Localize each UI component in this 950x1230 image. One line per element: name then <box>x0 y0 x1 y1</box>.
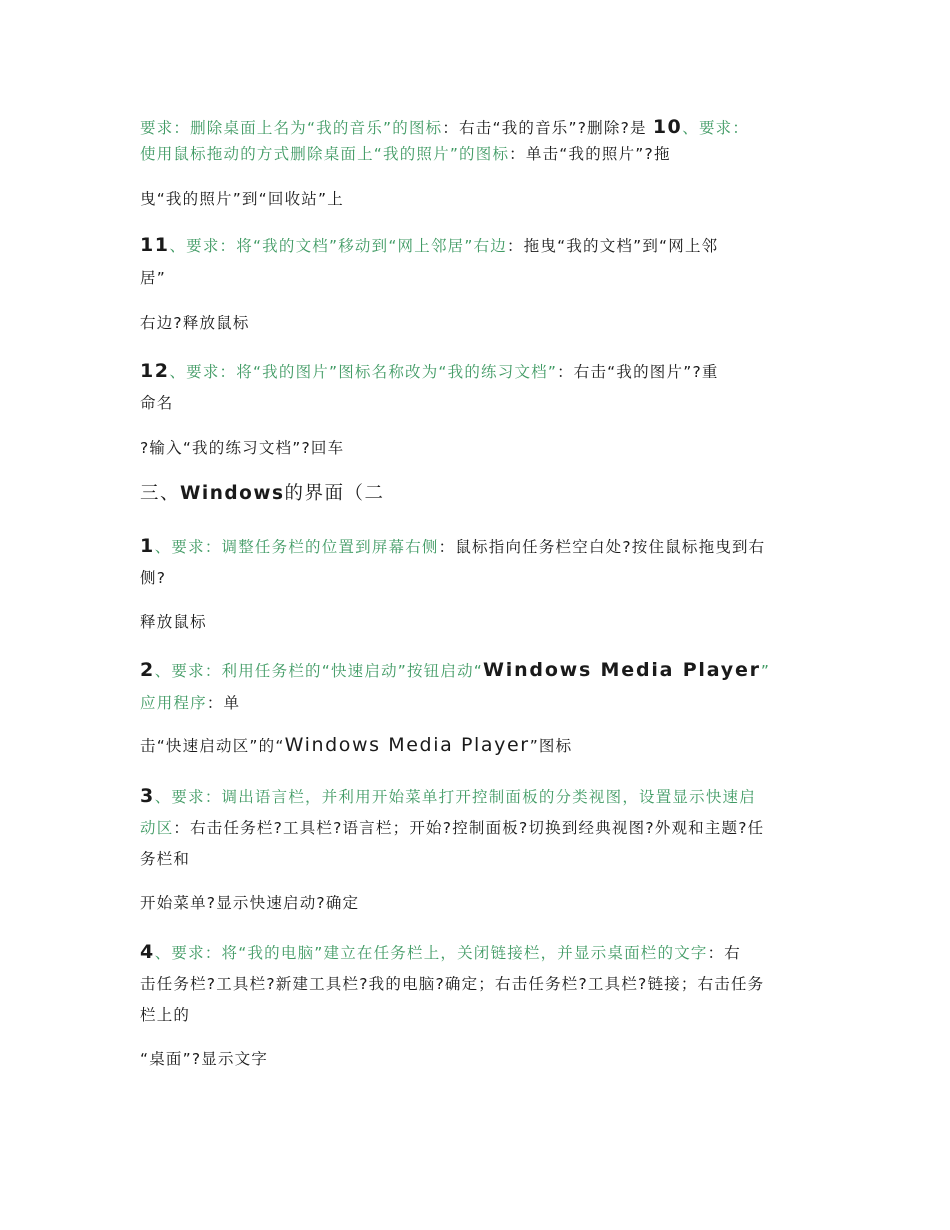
answer-text: 栏上的 <box>140 1006 191 1024</box>
app-name: Windows Media Player <box>483 659 761 681</box>
line-delete-music <box>140 117 820 138</box>
answer-text: ：右 <box>707 944 742 962</box>
item-number: 3 <box>140 785 155 807</box>
line-item-3-end <box>140 893 820 913</box>
item-number: 12 <box>140 360 170 382</box>
answer-text: ：鼠标指向任务栏空白处?按住鼠标拖曳到右 <box>438 538 766 556</box>
item-number: 11 <box>140 234 170 256</box>
item-number: 1 <box>140 535 155 557</box>
requirement-text: 要求：删除桌面上名为“我的音乐”的图标 <box>140 119 443 137</box>
line-item-4 <box>140 942 820 963</box>
line-item-3-cont <box>140 818 820 838</box>
requirement-text: 、要求： <box>682 119 750 137</box>
line-drag-recycle <box>140 189 820 209</box>
answer-text: 侧? <box>140 569 167 587</box>
answer-text: 务栏和 <box>140 850 191 868</box>
line-item-2-cont <box>140 693 820 713</box>
requirement-text: 、要求：将“我的图片”图标名称改为“我的练习文档” <box>169 363 558 381</box>
line-item-12-cont <box>140 393 820 413</box>
requirement-text: ” <box>760 662 771 680</box>
line-item-4-cont2 <box>140 1005 820 1025</box>
line-item-2 <box>140 660 820 681</box>
requirement-text: 使用鼠标拖动的方式删除桌面上“我的照片”的图标 <box>140 145 510 163</box>
line-item-12 <box>140 361 820 382</box>
requirement-text: 、要求：将“我的文档”移动到“网上邻居”右边 <box>169 237 507 255</box>
requirement-text: 动区 <box>140 819 174 837</box>
line-item-2-end <box>140 735 820 756</box>
answer-text: “桌面”?显示文字 <box>140 1050 269 1068</box>
requirement-text: 、要求：将“我的电脑”建立在任务栏上，关闭链接栏，并显示桌面栏的文字 <box>154 944 708 962</box>
item-number: 10 <box>652 116 683 138</box>
answer-text: ：右击“我的图片”?重 <box>557 363 719 381</box>
line-item-11 <box>140 235 820 256</box>
answer-text: ：单击“我的照片”?拖 <box>509 145 671 163</box>
answer-text: 击任务栏?工具栏?新建工具栏?我的电脑?确定；右击任务栏?工具栏?链接；右击任务 <box>140 975 765 993</box>
line-item-4-end <box>140 1049 820 1069</box>
item-number: 4 <box>140 941 155 963</box>
answer-text: 开始菜单?显示快速启动?确定 <box>140 894 360 912</box>
section-heading <box>140 484 820 504</box>
answer-text: ?输入“我的练习文档”?回车 <box>140 439 345 457</box>
answer-text: 居” <box>140 269 166 287</box>
requirement-text: 应用程序 <box>140 694 207 712</box>
line-delete-photos <box>140 144 820 164</box>
answer-text: 击“快速启动区”的“ <box>140 737 285 755</box>
answer-text: 曳“我的照片”到“回收站”上 <box>140 190 344 208</box>
heading-suffix: 的界面（二 <box>284 483 385 504</box>
answer-text: 右边?释放鼠标 <box>140 314 250 332</box>
answer-text: 命名 <box>140 394 174 412</box>
answer-text: ：单 <box>206 694 241 712</box>
line-item-1 <box>140 536 820 557</box>
heading-prefix: 三、 <box>140 483 181 504</box>
line-item-11-end <box>140 313 820 333</box>
answer-text: ：右击任务栏?工具栏?语言栏；开始?控制面板?切换到经典视图?外观和主题?任 <box>173 819 765 837</box>
app-name: Windows Media Player <box>284 734 530 756</box>
line-item-3-cont2 <box>140 849 820 869</box>
line-item-1-end <box>140 612 820 632</box>
requirement-text: 、要求：调整任务栏的位置到屏幕右侧 <box>154 538 439 556</box>
item-number: 2 <box>140 659 155 681</box>
line-item-3 <box>140 786 820 807</box>
line-item-1-cont <box>140 568 820 588</box>
line-item-4-cont <box>140 974 820 994</box>
heading-windows: Windows <box>180 483 285 504</box>
answer-text: ：拖曳“我的文档”到“网上邻 <box>506 237 719 255</box>
answer-text: 释放鼠标 <box>140 613 207 631</box>
line-item-12-end <box>140 438 820 458</box>
requirement-text: 、要求：调出语言栏，并利用开始菜单打开控制面板的分类视图，设置显示快速启 <box>154 788 756 806</box>
line-item-11-cont <box>140 268 820 288</box>
answer-text: ”图标 <box>529 737 573 755</box>
requirement-text: 、要求：利用任务栏的“快速启动”按钮启动“ <box>154 662 484 680</box>
answer-text: ：右击“我的音乐”?删除?是 <box>442 119 653 137</box>
